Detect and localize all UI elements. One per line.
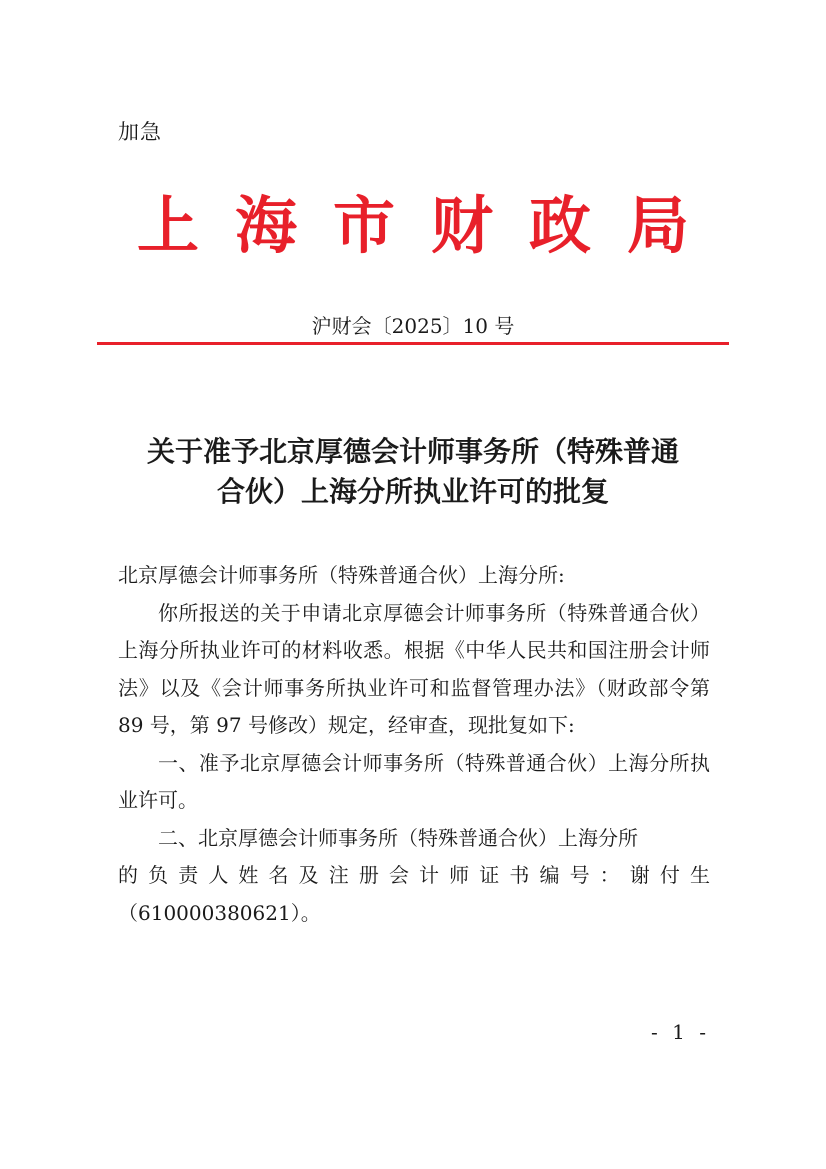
salutation: 北京厚德会计师事务所（特殊普通合伙）上海分所: [118, 563, 565, 587]
approval-item-2-line-2: 的负责人姓名及注册会计师证书编号：谢付生 [118, 863, 710, 887]
document-number: 沪财会〔2025〕10 号 [311, 314, 515, 338]
document-title [112, 432, 714, 512]
document-body [118, 557, 710, 932]
red-separator-line [97, 342, 729, 345]
approval-item-1: 一、准予北京厚德会计师事务所（特殊普通合伙）上海分所执业许可。 [118, 750, 710, 812]
urgency-mark: 加急 [118, 120, 162, 144]
issuing-agency-heading: 上海市财政局 [136, 189, 725, 262]
approval-item-2-line-3: （610000380621）。 [118, 900, 321, 925]
title-line-1: 关于准予北京厚德会计师事务所（特殊普通 [146, 435, 679, 468]
approval-item-2-line-1: 二、北京厚德会计师事务所（特殊普通合伙）上海分所 [158, 825, 638, 850]
title-line-2: 合伙）上海分所执业许可的批复 [216, 475, 609, 508]
page-number: - 1 - [651, 1020, 710, 1044]
body-paragraph-1: 你所报送的关于申请北京厚德会计师事务所（特殊普通合伙）上海分所执业许可的材料收悉。根据《中华人民共和国注册会计师法》以及《会计师事务所执业许可和监督管理办法》（财政部令第 89 号，第 97 号修改）规定，经审查，现批复如下: [118, 600, 710, 737]
